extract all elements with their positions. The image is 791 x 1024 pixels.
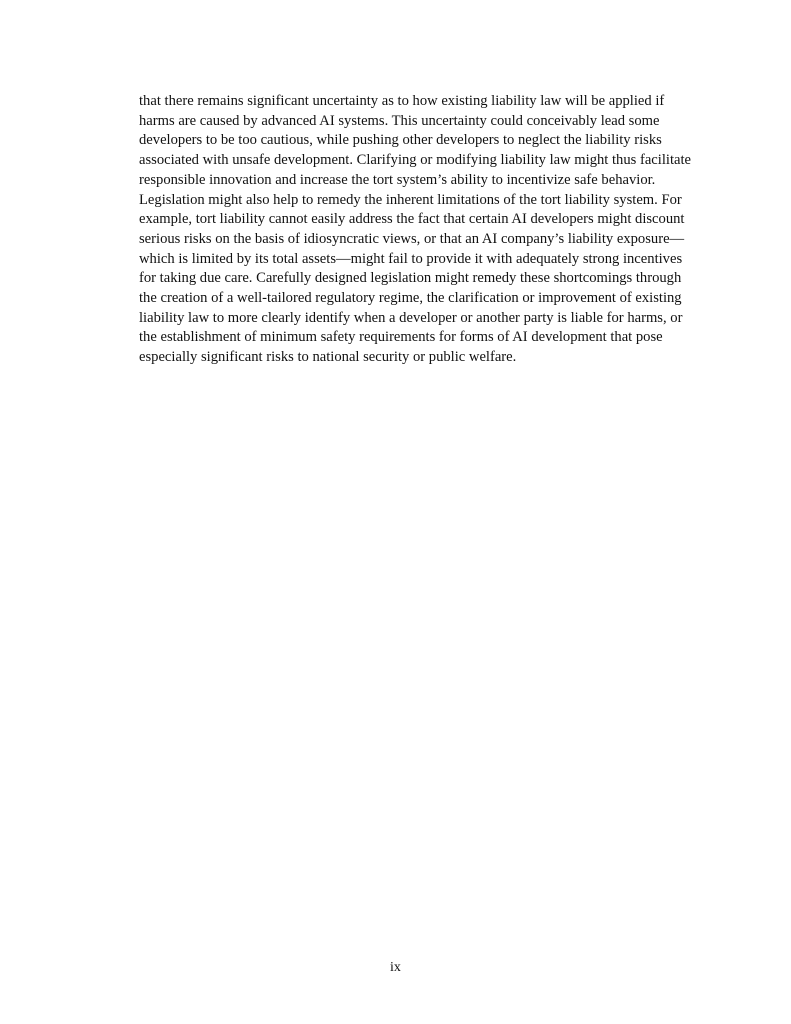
paragraph-line: liability law to more clearly identify when a developer or another party is liable for harms, or bbox=[139, 309, 683, 326]
paragraph-line: responsible innovation and increase the tort system’s ability to incentivize safe behavior. bbox=[139, 171, 656, 188]
paragraph-line: associated with unsafe development. Clarifying or modifying liability law might thus facilitate bbox=[139, 152, 692, 169]
paragraph-line: which is limited by its total assets—might fail to provide it with adequately strong incentives bbox=[139, 250, 683, 267]
paragraph-line: the establishment of minimum safety requirements for forms of AI development that pose bbox=[139, 329, 663, 346]
body-paragraph bbox=[139, 92, 699, 368]
paragraph-line: that there remains significant uncertainty as to how existing liability law will be applied if bbox=[139, 93, 665, 109]
paragraph-line: for taking due care. Carefully designed legislation might remedy these shortcomings through bbox=[139, 270, 682, 287]
paragraph-line: harms are caused by advanced AI systems. This uncertainty could conceivably lead some bbox=[139, 112, 660, 129]
paragraph-line: developers to be too cautious, while pushing other developers to neglect the liability risks bbox=[139, 132, 662, 149]
paragraph-line: especially significant risks to national security or public welfare. bbox=[139, 349, 517, 366]
paragraph-line: Legislation might also help to remedy the inherent limitations of the tort liability system. For bbox=[139, 191, 682, 208]
page-number: ix bbox=[390, 960, 401, 975]
paragraph-line: the creation of a well-tailored regulatory regime, the clarification or improvement of existing bbox=[139, 290, 682, 307]
paragraph-line: example, tort liability cannot easily address the fact that certain AI developers might discount bbox=[139, 211, 685, 228]
paragraph-line: serious risks on the basis of idiosyncratic views, or that an AI company’s liability exposure— bbox=[139, 230, 685, 247]
